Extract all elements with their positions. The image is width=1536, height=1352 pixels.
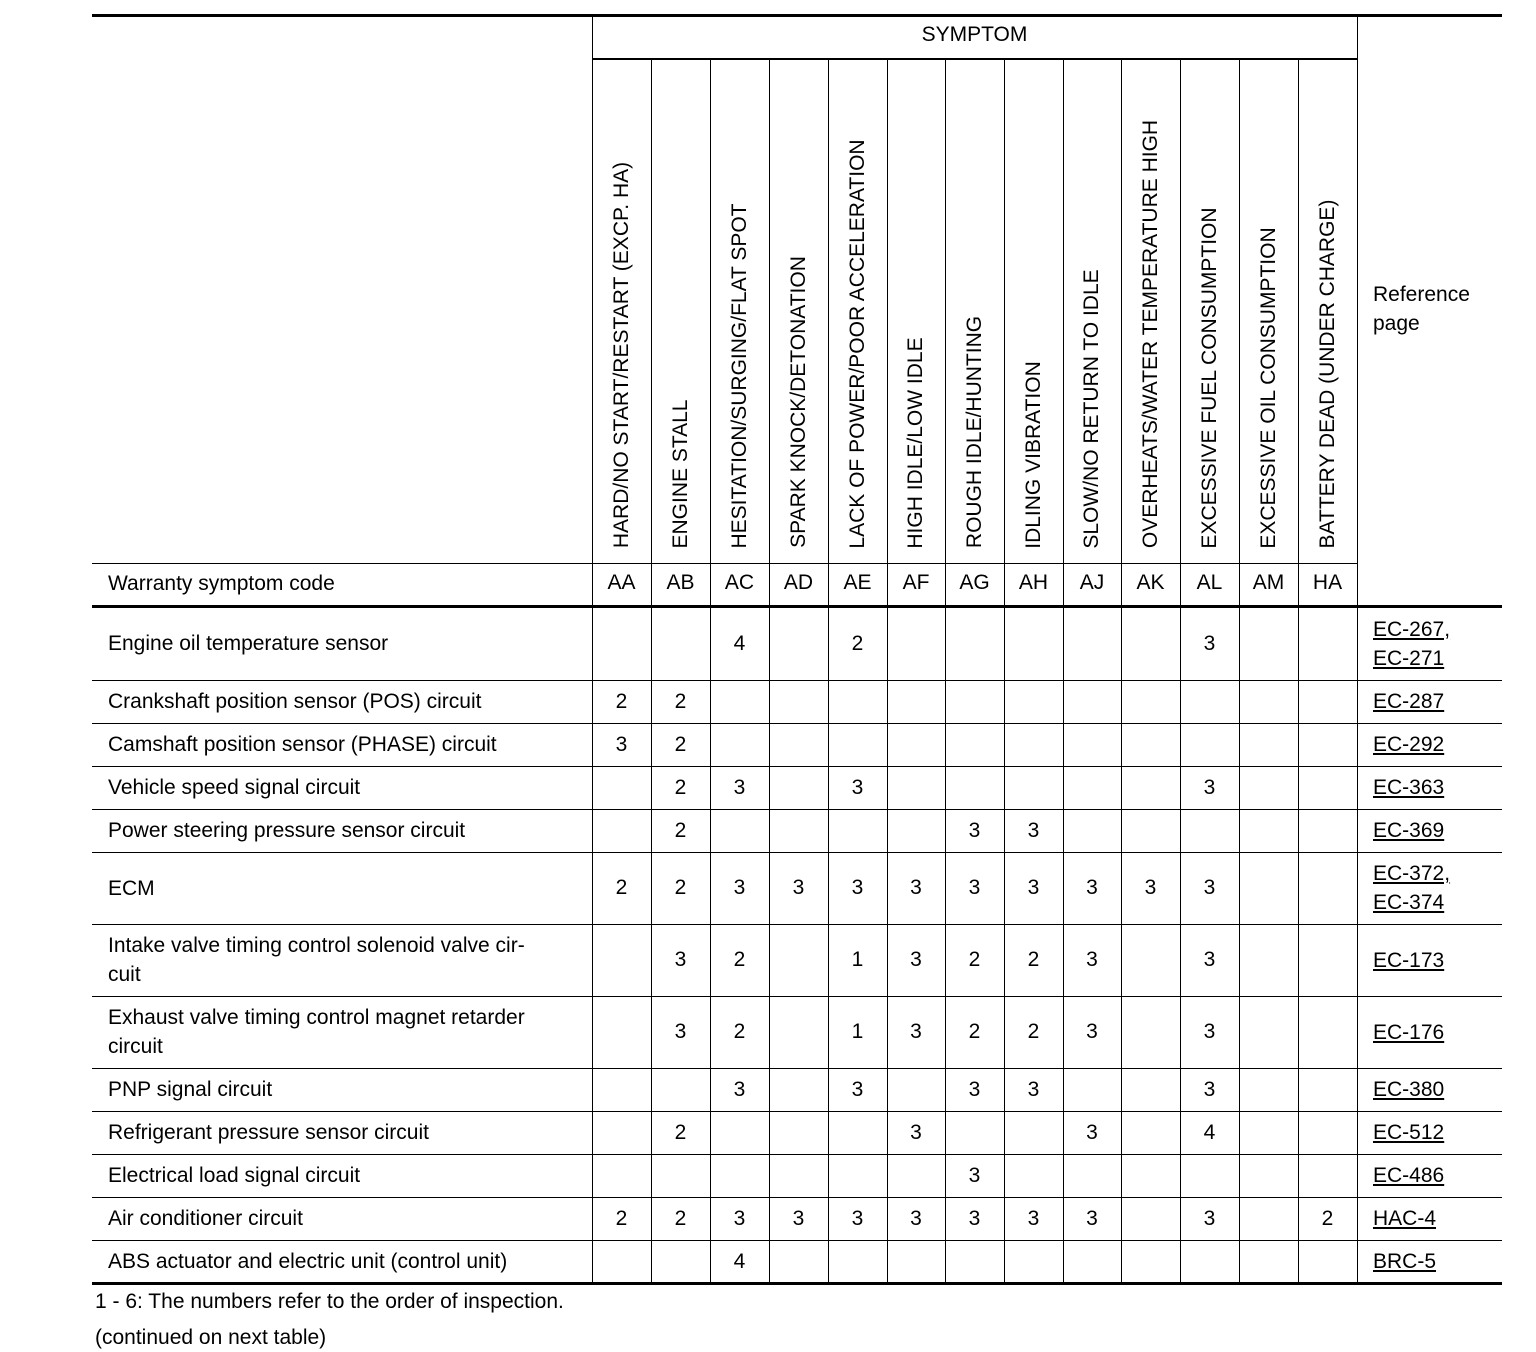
reference-page-cell [1373,1161,1444,1190]
inspection-order-cell: 3 [968,1077,981,1101]
inspection-order-cell: 3 [1086,1020,1098,1043]
inspection-item-line: Crankshaft position sensor (POS) circuit [108,690,482,713]
inspection-item [108,687,481,716]
inspection-order-cell: 3 [733,775,746,799]
row-divider [92,1111,1502,1112]
symptom-column-header: ROUGH IDLE/HUNTING [962,315,986,549]
inspection-order-cell: 3 [1203,775,1216,799]
inspection-order-cell: 2 [674,775,687,799]
column-divider [592,14,593,1284]
inspection-order-cell: 3 [615,732,628,756]
reference-link[interactable]: EC-287 [1373,690,1445,713]
inspection-item [108,773,360,802]
inspection-order-cell: 2 [674,818,687,842]
inspection-order-cell: 3 [851,1077,864,1101]
reference-link[interactable]: EC-292 [1373,733,1445,756]
reference-link[interactable]: EC-486 [1373,1164,1445,1187]
inspection-order-cell: 3 [792,876,805,899]
reference-page-cell [1373,1204,1436,1233]
inspection-item-line: Intake valve timing control solenoid valve cir- [108,934,525,957]
reference-page-cell [1373,1118,1444,1147]
inspection-order-cell: 3 [968,818,981,842]
inspection-item [108,931,525,989]
inspection-order-cell: 3 [968,1163,981,1187]
inspection-order-cell: 3 [910,876,922,899]
symptom-column-header: EXCESSIVE OIL CONSUMPTION [1256,226,1280,549]
inspection-order-cell: 2 [1027,948,1040,971]
inspection-order-cell: 3 [1086,876,1098,899]
reference-page-cell [1373,859,1450,917]
footnote-order: 1 - 6: The numbers refer to the order of inspection. [95,1290,564,1313]
inspection-order-cell: 3 [733,876,746,899]
reference-link[interactable]: EC-380 [1373,1078,1445,1101]
symptom-column-header: HARD/NO START/RESTART (EXCP. HA) [609,161,633,549]
inspection-order-cell: 3 [1203,631,1216,655]
inspection-order-cell: 3 [910,948,922,971]
reference-page-cell [1373,816,1444,845]
inspection-item [108,730,497,759]
inspection-order-cell: 2 [674,689,687,713]
warranty-code-cell: AB [666,571,695,594]
inspection-order-cell: 4 [733,1249,746,1273]
table-top-rule [92,14,1502,17]
inspection-order-cell: 2 [733,1020,746,1043]
table-bottom-rule [92,1282,1502,1285]
row-divider [92,809,1502,810]
inspection-order-cell: 3 [1203,1020,1216,1043]
reference-page-cell [1373,615,1450,673]
inspection-item-line: cuit [108,963,141,986]
inspection-item-line: Exhaust valve timing control magnet retarder [108,1006,525,1029]
inspection-item [108,1161,360,1190]
inspection-order-cell: 3 [1144,876,1157,899]
symptom-column-header: IDLING VIBRATION [1021,360,1045,549]
inspection-order-cell: 2 [615,689,628,713]
row-divider [92,766,1502,767]
inspection-order-cell: 3 [910,1020,922,1043]
symptom-column-header: SLOW/NO RETURN TO IDLE [1080,268,1103,549]
column-divider [1121,58,1122,1284]
reference-link[interactable]: EC-374 [1373,891,1445,914]
inspection-item-line: Electrical load signal circuit [108,1164,361,1187]
inspection-item [108,629,388,658]
row-divider [92,1068,1502,1069]
row-divider [92,924,1502,925]
row-divider [92,852,1502,853]
symptom-column-header: BATTERY DEAD (UNDER CHARGE) [1315,199,1339,548]
warranty-code-cell: AL [1196,571,1223,594]
inspection-item [108,1118,429,1147]
inspection-order-cell: 3 [851,876,864,899]
row-divider [92,1197,1502,1198]
inspection-order-cell: 2 [615,876,628,899]
reference-link[interactable]: BRC-5 [1373,1250,1437,1273]
symptom-column-header: HIGH IDLE/LOW IDLE [904,336,927,549]
symptom-column-header: OVERHEATS/WATER TEMPERATURE HIGH [1138,119,1162,549]
inspection-order-cell: 1 [851,1020,864,1043]
inspection-order-cell: 2 [674,732,687,756]
symptom-column-header: EXCESSIVE FUEL CONSUMPTION [1197,206,1221,549]
inspection-order-cell: 3 [1027,1206,1040,1230]
inspection-item-line: circuit [108,1035,163,1058]
reference-link[interactable]: EC-372, [1373,862,1451,885]
inspection-order-cell: 3 [968,876,981,899]
column-divider [769,58,770,1284]
inspection-order-cell: 2 [851,631,864,655]
inspection-item-line: Air conditioner circuit [108,1207,303,1230]
inspection-item-line: ECM [108,876,155,900]
column-divider [1357,14,1358,1284]
inspection-order-cell: 2 [615,1206,628,1230]
inspection-item-line: Camshaft position sensor (PHASE) circuit [108,733,497,756]
inspection-item-line: ABS actuator and electric unit (control unit) [108,1250,508,1273]
inspection-item-line: PNP signal circuit [108,1078,273,1101]
inspection-order-cell: 3 [1086,1206,1098,1230]
inspection-item [108,1204,303,1233]
inspection-order-cell: 3 [1086,1120,1098,1144]
inspection-item [108,874,155,903]
inspection-order-cell: 3 [1086,948,1098,971]
symptom-column-header: SPARK KNOCK/DETONATION [786,256,810,548]
inspection-order-cell: 4 [1203,1120,1216,1144]
inspection-order-cell: 3 [968,1206,981,1230]
inspection-item [108,1075,272,1104]
symptom-header-rule [592,58,1357,60]
warranty-code-cell: AE [843,571,872,594]
row-divider [92,996,1502,997]
inspection-item [108,1003,525,1061]
inspection-order-cell: 2 [1321,1206,1334,1230]
inspection-item [108,816,465,845]
footnote-continued: (continued on next table) [95,1326,327,1349]
reference-page-cell [1373,1018,1444,1047]
warranty-code-cell: AF [902,571,930,594]
reference-page-cell [1373,773,1444,802]
inspection-order-cell: 3 [1203,1077,1216,1101]
reference-link[interactable]: EC-173 [1373,948,1445,972]
warranty-code-cell: AM [1252,571,1285,594]
column-divider [651,58,652,1284]
inspection-order-cell: 2 [1027,1020,1040,1043]
warranty-code-cell: AD [783,571,814,594]
warranty-code-cell: AH [1018,571,1049,594]
inspection-order-cell: 3 [1203,1206,1216,1230]
warranty-code-cell: AG [959,571,990,594]
inspection-order-cell: 3 [1027,818,1040,842]
reference-page-cell [1373,1075,1444,1104]
inspection-order-cell: 2 [674,876,687,899]
inspection-order-cell: 3 [851,1206,864,1230]
inspection-order-cell: 2 [968,1020,981,1043]
column-divider [887,58,888,1284]
reference-link[interactable]: HAC-4 [1373,1207,1437,1230]
reference-link[interactable]: EC-363 [1373,776,1445,799]
warranty-code-cell: AJ [1079,571,1105,594]
reference-page-cell [1373,946,1444,975]
warranty-code-cell: AC [724,571,755,594]
inspection-order-cell: 3 [792,1206,805,1230]
column-divider [1063,58,1064,1284]
inspection-item-line: Refrigerant pressure sensor circuit [108,1121,429,1144]
reference-link[interactable]: EC-369 [1373,819,1445,842]
symptom-header: SYMPTOM [921,23,1028,46]
inspection-order-cell: 3 [674,1020,687,1043]
symptom-column-header: LACK OF POWER/POOR ACCELERATION [845,138,869,549]
inspection-order-cell: 4 [733,631,746,655]
inspection-item-line: Power steering pressure sensor circuit [108,819,466,842]
code-row-rule [92,563,1357,564]
inspection-order-cell: 3 [1027,1077,1040,1101]
inspection-order-cell: 3 [1203,876,1216,899]
inspection-order-cell: 2 [674,1206,687,1230]
inspection-order-cell: 3 [851,775,864,799]
symptom-column-header: ENGINE STALL [668,399,692,548]
warranty-symptom-code-label: Warranty symptom code [108,572,335,595]
row-divider [92,680,1502,681]
warranty-code-cell: HA [1312,571,1343,594]
warranty-code-cell: AK [1136,571,1165,594]
reference-link[interactable]: EC-267, [1373,617,1451,641]
inspection-item-line: Vehicle speed signal circuit [108,776,361,799]
row-divider [92,1154,1502,1155]
reference-page-cell [1373,687,1444,716]
inspection-order-cell: 1 [851,948,864,971]
inspection-order-cell: 3 [910,1206,922,1230]
inspection-item [108,1247,507,1276]
inspection-order-cell: 3 [733,1206,746,1230]
inspection-order-cell: 3 [733,1077,746,1101]
column-divider [1239,58,1240,1284]
column-divider [1298,58,1299,1284]
symptom-column-header: HESITATION/SURGING/FLAT SPOT [727,203,751,548]
inspection-item-line: Engine oil temperature sensor [108,632,389,655]
inspection-order-cell: 3 [674,948,687,971]
reference-link[interactable]: EC-271 [1373,646,1445,670]
inspection-order-cell: 3 [1027,876,1040,899]
reference-page-cell [1373,1247,1436,1276]
inspection-order-cell: 3 [1203,948,1216,971]
inspection-order-cell: 2 [968,948,981,971]
inspection-order-cell: 2 [674,1120,687,1144]
reference-link[interactable]: EC-512 [1373,1121,1445,1144]
reference-page-header: Reference page [1373,283,1470,335]
inspection-order-cell: 2 [733,948,746,971]
reference-link[interactable]: EC-176 [1373,1020,1445,1044]
row-divider [92,723,1502,724]
reference-page-cell [1373,730,1444,759]
header-bottom-rule [92,605,1502,608]
warranty-code-cell: AA [607,571,636,594]
row-divider [92,1240,1502,1241]
inspection-order-cell: 3 [910,1120,922,1144]
